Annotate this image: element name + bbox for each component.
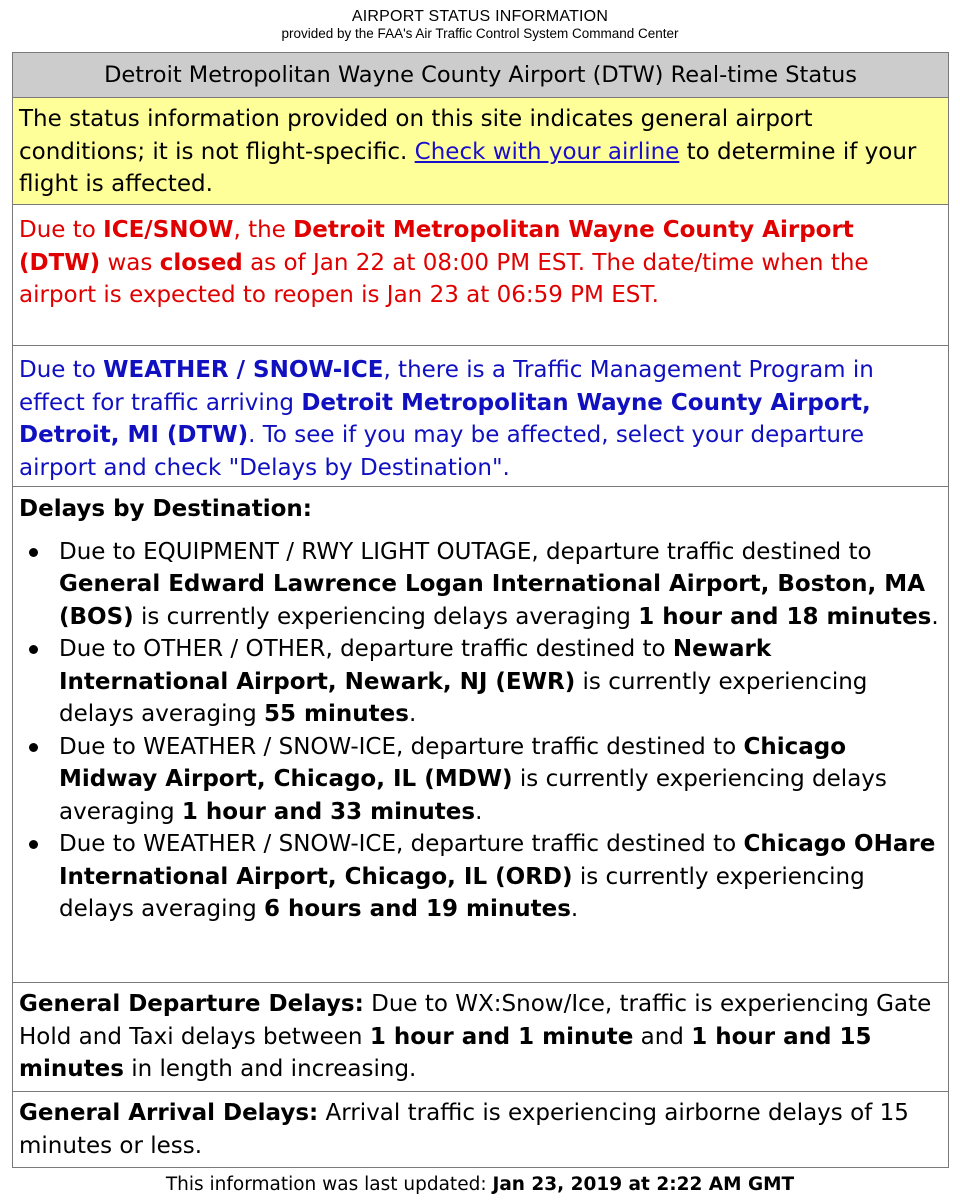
delay-duration: 1 hour and 18 minutes xyxy=(638,603,932,630)
program-airport: Detroit Metropolitan Wayne County Airport, Detroit, MI (DTW) xyxy=(19,389,871,448)
general-departure-max: 1 hour and 15 minutes xyxy=(19,1023,872,1082)
status-title-row xyxy=(13,53,948,97)
general-departure-label: General Departure Delays: xyxy=(19,991,364,1017)
check-airline-link[interactable]: Check with your airline xyxy=(414,138,680,165)
last-updated-timestamp: Jan 23, 2019 at 2:22 AM GMT xyxy=(492,1174,795,1195)
delay-text: . xyxy=(931,603,939,630)
closure-text: , the xyxy=(233,217,294,243)
general-arrival-label: General Arrival Delays: xyxy=(19,1100,319,1126)
page-header xyxy=(0,0,960,40)
delay-duration: 6 hours and 19 minutes xyxy=(264,896,571,922)
delay-airport: Newark International Airport, Newark, NJ (EWR) xyxy=(59,636,772,695)
closure-row xyxy=(13,204,948,345)
last-updated-label: This information was last updated: xyxy=(165,1174,493,1195)
delay-text: . xyxy=(475,798,483,825)
general-departure-text: in length and increasing. xyxy=(123,1056,417,1082)
bullet-icon xyxy=(29,645,38,654)
closure-reason: ICE/SNOW xyxy=(103,217,234,243)
closure-airport: Detroit Metropolitan Wayne County Airport (DTW) xyxy=(19,217,854,276)
delay-text: is currently experiencing delays averaging xyxy=(59,863,865,922)
list-item xyxy=(19,633,942,731)
delays-heading: Delays by Destination: xyxy=(19,496,312,522)
last-updated-footer xyxy=(0,1173,960,1197)
delay-duration: 1 hour and 33 minutes xyxy=(181,798,476,825)
bullet-icon xyxy=(29,743,38,752)
delay-airport: Chicago OHare International Airport, Chicago, IL (ORD) xyxy=(59,831,936,890)
status-table xyxy=(12,52,949,1168)
list-item xyxy=(19,536,942,634)
status-title: Detroit Metropolitan Wayne County Airport (DTW) Real-time Status xyxy=(104,62,857,88)
delay-list xyxy=(19,536,942,926)
delay-text: Due to WEATHER / SNOW-ICE, departure traffic destined to xyxy=(59,733,744,760)
delay-text: Due to WEATHER / SNOW-ICE, departure traffic destined to xyxy=(59,831,744,857)
delay-text: . xyxy=(570,896,579,922)
list-item xyxy=(19,828,942,926)
delay-text: . xyxy=(408,701,417,727)
list-item xyxy=(19,731,942,829)
closure-text: as of Jan 22 at 08:00 PM EST. The date/time when the airport is expected to reopen is Jan 23 at 06:59 PM EST. xyxy=(19,249,869,308)
delay-text: is currently experiencing delays averaging xyxy=(59,766,887,825)
bullet-icon xyxy=(29,548,38,557)
delay-text: Due to OTHER / OTHER, departure traffic destined to xyxy=(59,636,673,662)
bullet-icon xyxy=(29,840,38,849)
program-text: . To see if you may be affected, select your departure airport and check "Delays by Destination". xyxy=(19,422,865,481)
closure-text: Due to xyxy=(19,217,104,243)
notice-text-before: The status information provided on this site indicates general airport conditions; it is not flight-specific. xyxy=(19,106,813,165)
delay-text: is currently experiencing delays averaging xyxy=(59,668,868,727)
delays-by-destination-row xyxy=(13,486,948,982)
general-departure-min: 1 hour and 1 minute xyxy=(369,1023,634,1050)
program-reason: WEATHER / SNOW-ICE xyxy=(103,357,384,383)
delay-duration: 55 minutes xyxy=(264,701,409,727)
program-text: , there is a Traffic Management Program in effect for traffic arriving xyxy=(19,357,874,416)
delay-airport: General Edward Lawrence Logan International Airport, Boston, MA (BOS) xyxy=(59,571,925,630)
general-departure-text: and xyxy=(633,1023,692,1050)
delay-text: Due to EQUIPMENT / RWY LIGHT OUTAGE, departure traffic destined to xyxy=(59,538,872,565)
page-subtitle: provided by the FAA's Air Traffic Control System Command Center xyxy=(281,26,679,41)
page-title: AIRPORT STATUS INFORMATION xyxy=(351,8,609,25)
delay-text: is currently experiencing delays averaging xyxy=(133,603,639,630)
general-arrival-delays-row xyxy=(13,1091,948,1167)
general-arrival-text: Arrival traffic is experiencing airborne delays of 15 minutes or less. xyxy=(19,1100,909,1159)
program-text: Due to xyxy=(19,357,104,383)
notice-text-after: to determine if your flight is affected. xyxy=(19,138,917,197)
notice-row xyxy=(13,97,948,204)
general-departure-text: Due to WX:Snow/Ice, traffic is experiencing Gate Hold and Taxi delays between xyxy=(19,991,932,1050)
closure-state: closed xyxy=(159,249,243,276)
delay-airport: Chicago Midway Airport, Chicago, IL (MDW) xyxy=(59,733,847,792)
closure-text: was xyxy=(100,249,160,276)
traffic-program-row xyxy=(13,345,948,486)
general-departure-delays-row xyxy=(13,982,948,1091)
